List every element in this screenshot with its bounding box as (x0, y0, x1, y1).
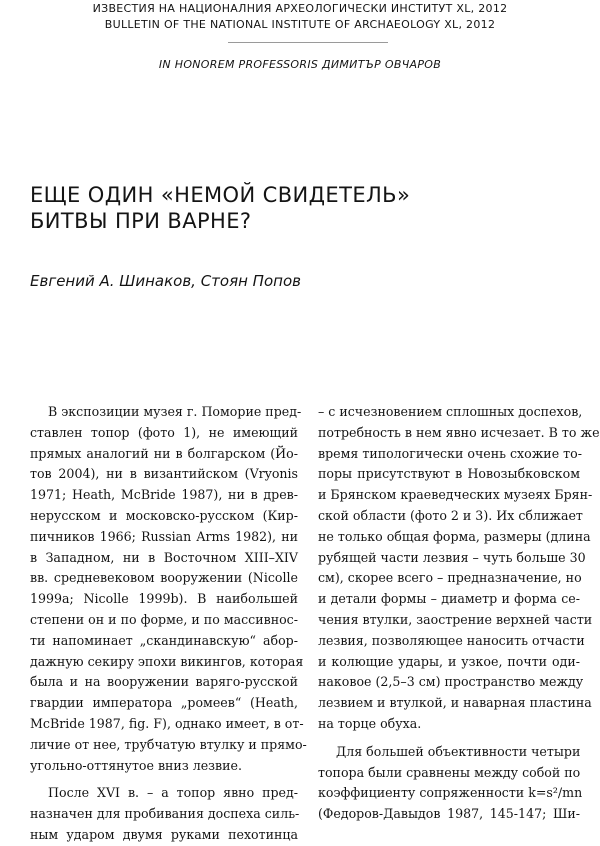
text-line: и Брянском краеведческих музеях Брян- (318, 487, 593, 503)
text-line: дажную секиру эпохи викингов, которая (30, 653, 304, 669)
text-line: поры присутствуют в Новозыбковском (318, 466, 580, 482)
text-line: 1999a; Nicolle 1999b). В наибольшей (30, 591, 298, 607)
body-column-right (318, 402, 600, 825)
text-line: вв. средневековом вооружении (Nicolle (30, 570, 298, 586)
journal-title-bulgarian: ИЗВЕСТИЯ НА НАЦИОНАЛНИЯ АРХЕОЛОГИЧЕСКИ ИНСТИТУТ XL, 2012 (92, 2, 508, 15)
article-title-line-2: БИТВЫ ПРИ ВАРНЕ? (30, 209, 252, 233)
text-line: и колющие удары, и узкое, почти оди- (318, 653, 580, 669)
journal-title-english: BULLETIN OF THE NATIONAL INSTITUTE OF ARCHAEOLOGY XL, 2012 (104, 18, 496, 31)
text-line: 1971; Heath, McBride 1987), ни в древ- (30, 487, 298, 503)
text-line: Для большей объективности четыри (336, 743, 581, 759)
body-column-left (30, 402, 307, 846)
text-line: см), скорее всего – предназначение, но (318, 570, 582, 586)
text-line: топора были сравнены между собой по (318, 764, 581, 780)
text-line: была и на вооружении варяго-русской (30, 674, 298, 690)
text-line: коэффициенту сопряженности k=s²/mn (318, 785, 583, 801)
text-line: – с исчезновением сплошных доспехов, (318, 404, 583, 419)
text-line: ской области (фото 2 и 3). Их сближает (318, 507, 583, 523)
article-title-line-1: ЕЩЕ ОДИН «НЕМОЙ СВИДЕТЕЛЬ» (30, 183, 411, 207)
header-divider (228, 42, 388, 43)
journal-header (0, 0, 600, 33)
text-line: личие от нее, трубчатую втулку и прямо- (30, 736, 307, 752)
text-line: время типологически очень схожие то- (318, 445, 582, 461)
text-line: гвардии императора „ромеев“ (Heath, (30, 695, 298, 711)
text-line: После XVI в. – а топор явно пред- (48, 785, 298, 801)
text-line: и детали формы – диаметр и форма се- (318, 591, 580, 607)
text-line: тов 2004), ни в византийском (Vryonis (30, 466, 298, 482)
text-line: наковое (2,5–3 см) пространство между (318, 674, 584, 690)
text-line: (Федоров-Давыдов 1987, 145-147; Ши- (318, 806, 580, 822)
text-line: В экспозиции музея г. Поморие пред- (48, 404, 302, 419)
text-line: нерусском и московско-русском (Кир- (30, 507, 298, 523)
text-line: не только общая форма, размеры (длина (318, 528, 591, 544)
text-line: лезвием и втулкой, и наварная пластина (318, 695, 592, 711)
article-authors: Евгений А. Шинаков, Стоян Попов (30, 272, 301, 290)
text-line: потребность в нем явно исчезает. В то же (318, 424, 600, 440)
text-line: ти напоминает „скандинавскую“ абор- (30, 632, 298, 648)
text-line: чения втулки, заострение верхней части (318, 611, 593, 627)
text-line: ным ударом двумя руками пехотинца (30, 826, 298, 842)
text-line: назначен для пробивания доспеха силь- (30, 806, 300, 822)
text-line: ставлен топор (фото 1), не имеющий (30, 424, 298, 440)
text-line: степени он и по форме, и по массивнос- (30, 611, 298, 627)
text-line: на торце обуха. (318, 715, 422, 731)
text-line: McBride 1987, fig. F), однако имеет, в от- (30, 715, 304, 731)
text-line: пичников 1966; Russian Arms 1982), ни (30, 528, 298, 544)
article-title (30, 182, 570, 234)
text-line: прямых аналогий ни в болгарском (Йо- (30, 445, 298, 461)
text-line: рубящей части лезвия – чуть больше 30 (318, 549, 586, 565)
text-line: лезвия, позволяющее наносить отчасти (318, 632, 585, 648)
dedication-line: IN HONOREM PROFESSORIS ДИМИТЪР ОВЧАРОВ (158, 58, 442, 71)
text-line: в Западном, ни в Восточном XIII–XIV (30, 549, 298, 565)
text-line: угольно-оттянутое вниз лезвие. (30, 757, 242, 773)
